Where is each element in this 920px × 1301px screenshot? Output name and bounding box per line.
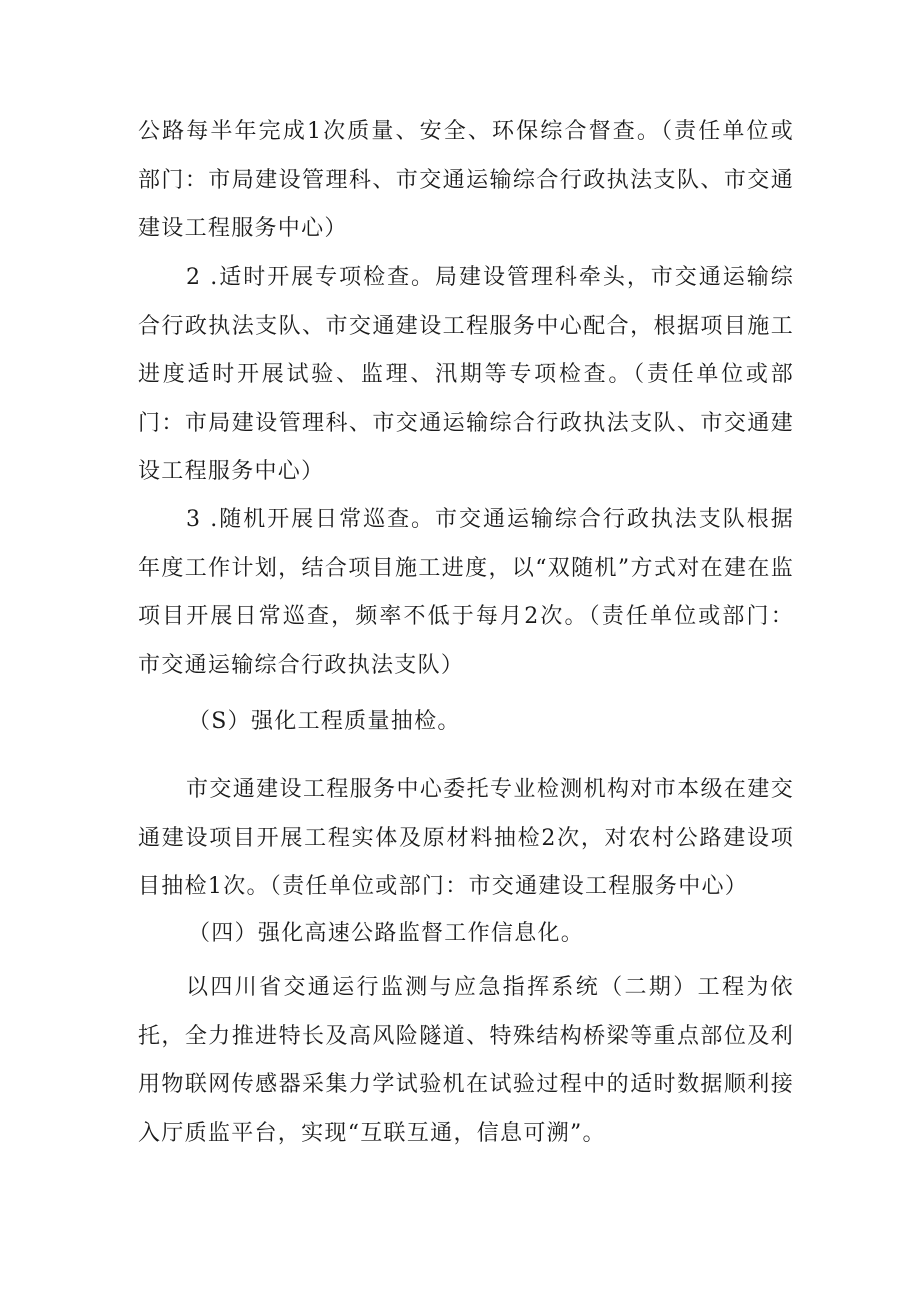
paragraph-quality-sampling: 市交通建设工程服务中心委托专业检测机构对市本级在建交通建设项目开展工程实体及原材料抽检2次，对农村公路建设项目抽检1次。（责任单位或部门：市交通建设工程服务中心） <box>138 777 794 899</box>
paragraph-daily-patrol: 3 .随机开展日常巡查。市交通运输综合行政执法支队根据年度工作计划，结合项目施工进度，以“双随机”方式对在建在监项目开展日常巡查，频率不低于每月2次。（责任单位或部门：市交通运输综合行政执法支队） <box>138 507 794 678</box>
section-heading-quality-sampling: （S）强化工程质量抽检。 <box>188 709 461 734</box>
section-heading-informatization: （四）强化高速公路监督工作信息化。 <box>188 921 585 946</box>
paragraph-quality-safety-inspection: 公路每半年完成1次质量、安全、环保综合督查。（责任单位或部门：市局建设管理科、市交通运输综合行政执法支队、市交通建设工程服务中心） <box>138 119 794 241</box>
paragraph-informatization: 以四川省交通运行监测与应急指挥系统（二期）工程为依托，全力推进特长及高风险隧道、特殊结构桥梁等重点部位及利用物联网传感器采集力学试验机在试验过程中的适时数据顺利接入厅质监平台，实现“互联互通，信息可溯”。 <box>138 975 794 1146</box>
paragraph-special-inspection: 2 .适时开展专项检查。局建设管理科牵头，市交通运输综合行政执法支队、市交通建设工程服务中心配合，根据项目施工进度适时开展试验、监理、汛期等专项检查。（责任单位或部门：市局建设管理科、市交通运输综合行政执法支队、市交通建设工程服务中心） <box>138 265 794 484</box>
